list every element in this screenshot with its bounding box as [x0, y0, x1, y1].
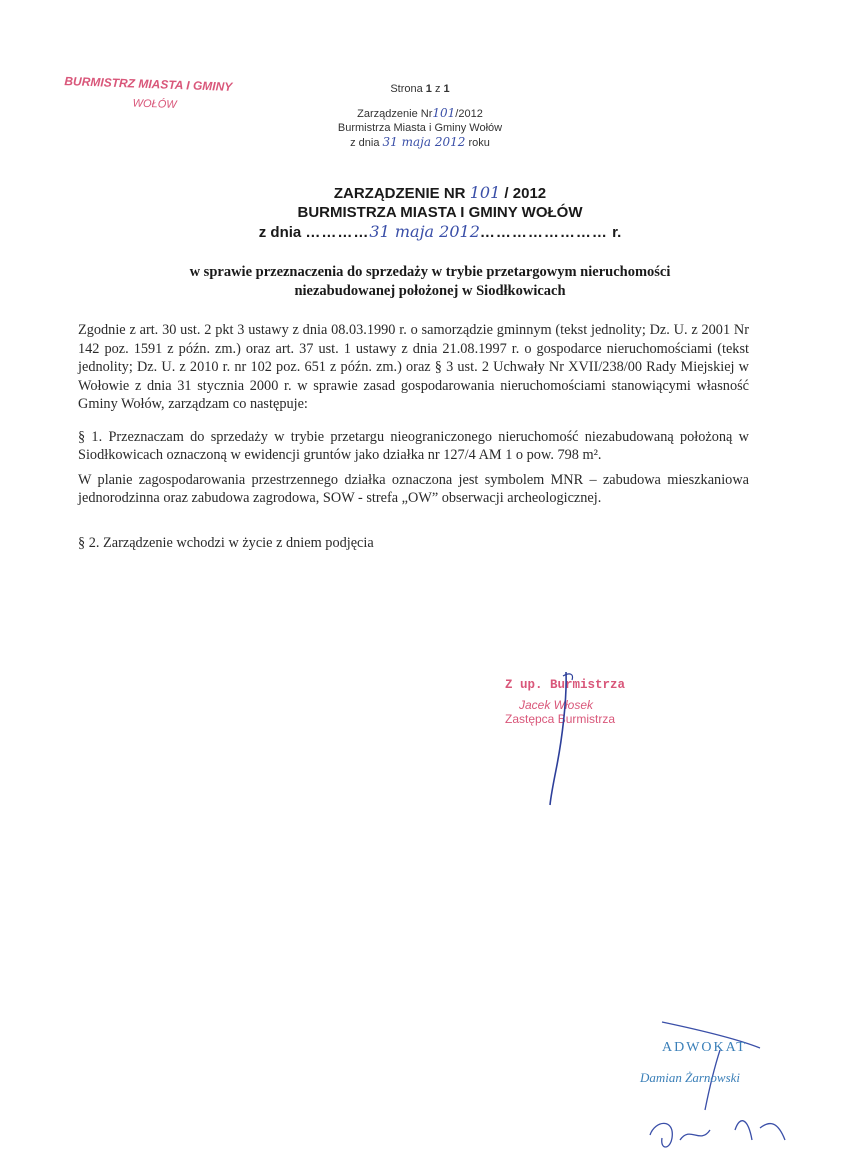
page-total: 1: [443, 83, 450, 95]
title-nr-suffix: / 2012: [504, 185, 547, 202]
title-date-handwritten: 31 maja 2012: [369, 222, 480, 241]
advocate-stamp: [640, 1040, 820, 1086]
advocate-name: Damian Żarnowski: [640, 1070, 741, 1085]
title-date-prefix: z dnia: [258, 224, 302, 241]
legal-basis-paragraph: Zgodnie z art. 30 ust. 2 pkt 3 ustawy z dnia 08.03.1990 r. o samorządzie gminnym (tekst jednolity; Dz. U. z 2001 Nr 142 poz. 1591 z późn. zm.) oraz art. 37 ust. 1 ustawy z dnia 21.08.1997 r. o gospodarce nieruchomościami (tekst jednolity; Dz. U. z 2010 r. nr 102 poz. 651 z późn. zm.) oraz § 3 ust. 2 Uchwały Nr XVII/238/00 Rady Miejskiej w Wołowie z dnia 31 stycznia 2000 r. w sprawie zasad gospodarowania nieruchomościami stanowiącymi własność Gminy Wołów, zarządzam co następuje:: [78, 322, 749, 412]
sig-line2: Jacek Włosek: [519, 698, 594, 712]
title-date-dots-right: ……………………: [479, 224, 608, 241]
order-suffix: /2012: [455, 108, 483, 120]
zoning-paragraph: W planie zagospodarowania przestrzennego działka oznaczona jest symbolem MNR – zabudowa mieszkaniowa jednorodzinna oraz zabudowa zagrodowa, SOW - strefa „OW” obserwacji archeologicznej.: [78, 471, 749, 506]
subject-line1: w sprawie przeznaczenia do sprzedaży w trybie przetargowym nieruchomości: [189, 264, 671, 280]
title-date-dots-left: …………: [305, 224, 370, 241]
date-handwritten: 31 maja 2012: [382, 135, 466, 149]
advocate-title: ADWOKAT: [662, 1040, 747, 1055]
issuer-stamp-line2: WOŁÓW: [132, 97, 177, 112]
date-suffix: roku: [468, 137, 490, 149]
issuer-name: Burmistrza Miasta i Gminy Wołów: [337, 122, 503, 134]
title-date-suffix: r.: [612, 224, 622, 241]
subject-line2: niezabudowanej położonej w Siodłkowicach: [294, 283, 566, 299]
title-nr-prefix: ZARZĄDZENIE NR: [333, 185, 466, 202]
issuer-stamp-line1: BURMISTRZ MIASTA I GMINY: [64, 74, 233, 94]
title-nr-handwritten: 101: [469, 183, 501, 202]
title-line2: BURMISTRZA MIASTA I GMINY WOŁÓW: [297, 204, 583, 221]
page-prefix: Strona: [390, 83, 426, 95]
page-mid: z: [431, 83, 444, 95]
page-number: 1: [425, 83, 432, 95]
date-prefix: z dnia: [350, 137, 380, 149]
sig-line1: Z up. Burmistrza: [505, 678, 626, 692]
order-prefix: Zarządzenie Nr: [357, 108, 433, 120]
order-number-handwritten: 101: [432, 106, 456, 120]
sig-line3: Zastępca Burmistrza: [505, 712, 616, 726]
deputy-signature-stroke: [550, 672, 566, 805]
section-2-paragraph: § 2. Zarządzenie wchodzi w życie z dniem podjęcia: [78, 534, 374, 551]
section-1-paragraph: § 1. Przeznaczam do sprzedaży w trybie przetargu nieograniczonego nieruchomość niezabudowaną położoną w Siodłkowicach oznaczoną w ewidencji gruntów jako działka nr 127/4 AM 1 o pow. 798 m².: [78, 428, 749, 463]
deputy-signature-hook: [563, 674, 573, 680]
